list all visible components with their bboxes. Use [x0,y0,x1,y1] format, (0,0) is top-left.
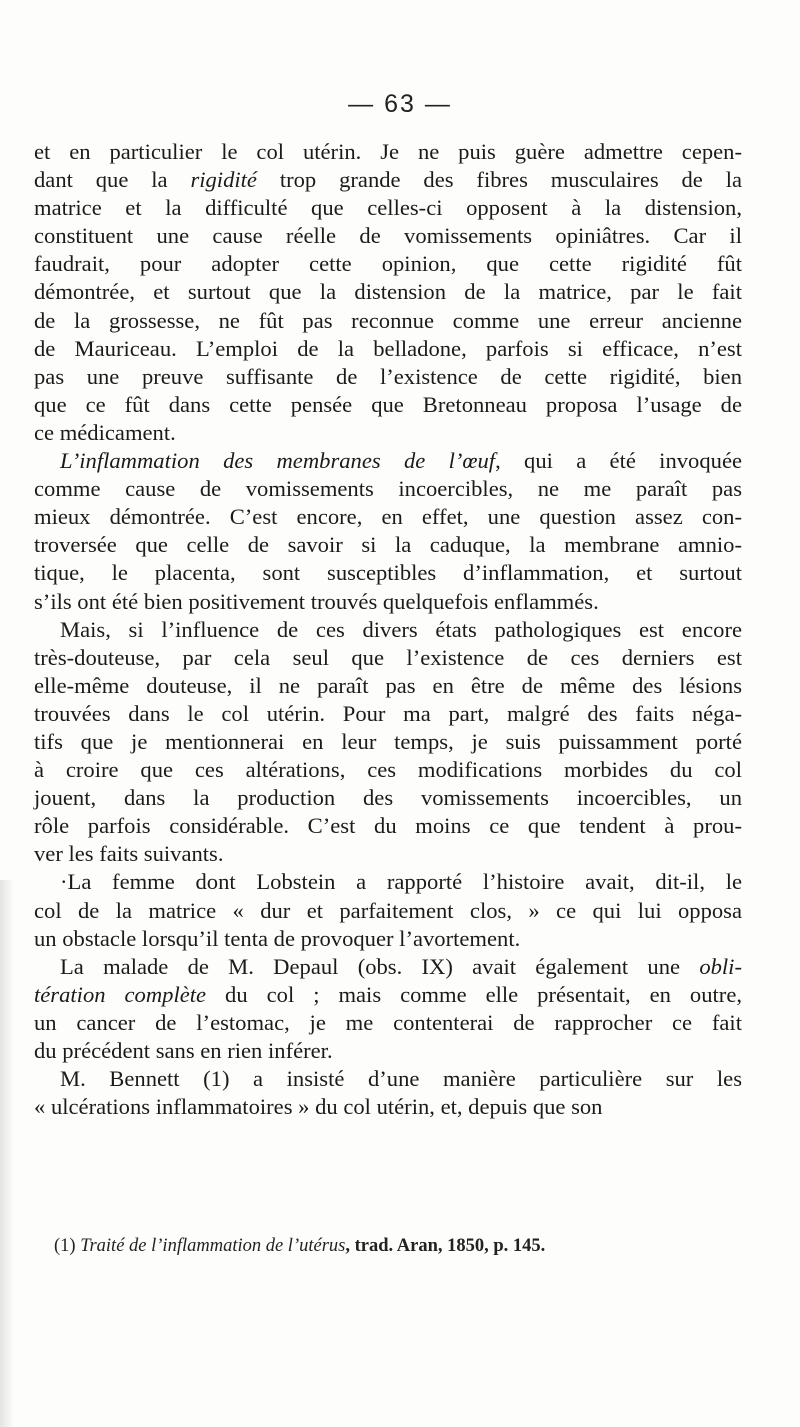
text-line [34,700,742,728]
text-line [34,250,742,278]
text-line [34,194,742,222]
line-text: et en particulier le col utérin. Je ne puis guère admettre cepen- [34,139,742,164]
line-text: que ce fût dans cette pensée que Bretonneau proposa l’usage de [34,391,742,417]
line-text: du col ; mais comme elle présentait, en outre, [206,981,742,1007]
line-text: de la grossesse, ne fût pas reconnue comme une erreur ancienne [34,307,742,333]
line-text: pas une preuve suffisante de l’existence de cette rigidité, bien [34,363,742,389]
line-text: elle-même douteuse, il ne paraît pas en être de même des lésions [34,672,742,698]
footnote-citation: , trad. Aran, 1850, p. 145. [345,1236,546,1256]
line-text: ·La femme dont Lobstein a rapporté l’histoire avait, dit-il, le [60,869,742,895]
text-line [34,1093,742,1121]
text-line [34,840,742,868]
line-text: à croire que ces altérations, ces modifications morbides du col [34,757,742,783]
page-edge-shadow [0,880,14,1427]
text-line [34,138,742,166]
line-text: démontrée, et surtout que la distension de la matrice, par le fait [34,279,742,305]
text-line [34,588,742,616]
text-line [34,363,742,391]
text-line [34,953,742,981]
footnote-marker: (1) [54,1236,81,1256]
text-line [34,756,742,784]
line-text: s’ils ont été bien positivement trouvés quelquefois enflammés. [34,588,599,614]
line-text: constituent une cause réelle de vomissements opiniâtres. Car il [34,223,742,249]
text-line [34,531,742,559]
text-line [34,784,742,812]
line-text: faudrait, pour adopter cette opinion, que cette rigidité fût [34,251,742,277]
text-line [34,335,742,363]
line-text: ver les faits suivants. [34,841,224,867]
italic-phrase: L’inflammation des membranes de l’œuf [60,448,496,474]
line-text: de Mauriceau. L’emploi de la belladone, parfois si efficace, n’est [34,335,742,361]
italic-phrase: obli- [699,953,742,979]
text-line [34,644,742,672]
text-line [34,812,742,840]
line-text: M. Bennett (1) a insisté d’une manière particulière sur les [60,1066,742,1092]
line-text: troversée que celle de savoir si la caduque, la membrane amnio- [34,532,742,558]
text-line [34,222,742,250]
text-line [34,278,742,306]
line-text: , qui a été invoquée [495,448,743,474]
text-line [34,391,742,419]
line-text: mieux démontrée. C’est encore, en effet, une question assez con- [34,504,742,530]
line-text: jouent, dans la production des vomissements incoercibles, un [34,785,742,811]
line-text: un cancer de l’estomac, je me contenterai de rapprocher ce fait [34,1009,742,1035]
line-text: rôle parfois considérable. C’est du moins ce que tendent à prou- [34,813,742,839]
text-line [34,1037,742,1065]
text-line [34,925,742,953]
text-line [34,503,742,531]
line-text: La malade de M. Depaul (obs. IX) avait également une [60,953,700,979]
line-text: un obstacle lorsqu’il tenta de provoquer l’avortement. [34,925,521,951]
italic-phrase: rigidité [190,167,257,193]
text-line [34,981,742,1009]
line-text: dant que la [34,167,191,193]
text-line [34,897,742,925]
line-text: col de la matrice « dur et parfaitement clos, » ce qui lui opposa [34,897,742,923]
line-text: « ulcérations inflammatoires » du col utérin, et, depuis que son [34,1094,603,1120]
line-text: ce médicament. [34,419,176,445]
text-line [34,728,742,756]
text-line [34,307,742,335]
line-text: du précédent sans en rien inférer. [34,1038,333,1063]
text-line [34,616,742,644]
line-text: tifs que je mentionnerai en leur temps, je suis puissamment porté [34,728,742,754]
body-text [34,138,742,1121]
line-text: tique, le placenta, sont susceptibles d’inflammation, et surtout [34,560,742,586]
text-line [34,475,742,503]
italic-phrase: tération complète [34,981,207,1007]
footnote-title: Traité de l’inflammation de l’utérus [80,1236,346,1256]
text-line [34,559,742,587]
line-text: Mais, si l’influence de ces divers états pathologiques est encore [60,616,742,642]
footnote [54,1236,744,1257]
line-text: trouvées dans le col utérin. Pour ma part, malgré des faits néga- [34,700,742,726]
line-text: matrice et la difficulté que celles-ci opposent à la distension, [34,195,742,221]
text-line [34,447,742,475]
text-line [34,868,742,896]
text-line [34,672,742,700]
line-text: comme cause de vomissements incoercibles, ne me paraît pas [34,476,742,502]
text-line [34,419,742,447]
line-text: très-douteuse, par cela seul que l’existence de ces derniers est [34,644,742,670]
text-line [34,1009,742,1037]
text-line [34,166,742,194]
text-line [34,1065,742,1093]
line-text: trop grande des fibres musculaires de la [256,167,743,193]
page-number: — 63 — [348,90,452,118]
